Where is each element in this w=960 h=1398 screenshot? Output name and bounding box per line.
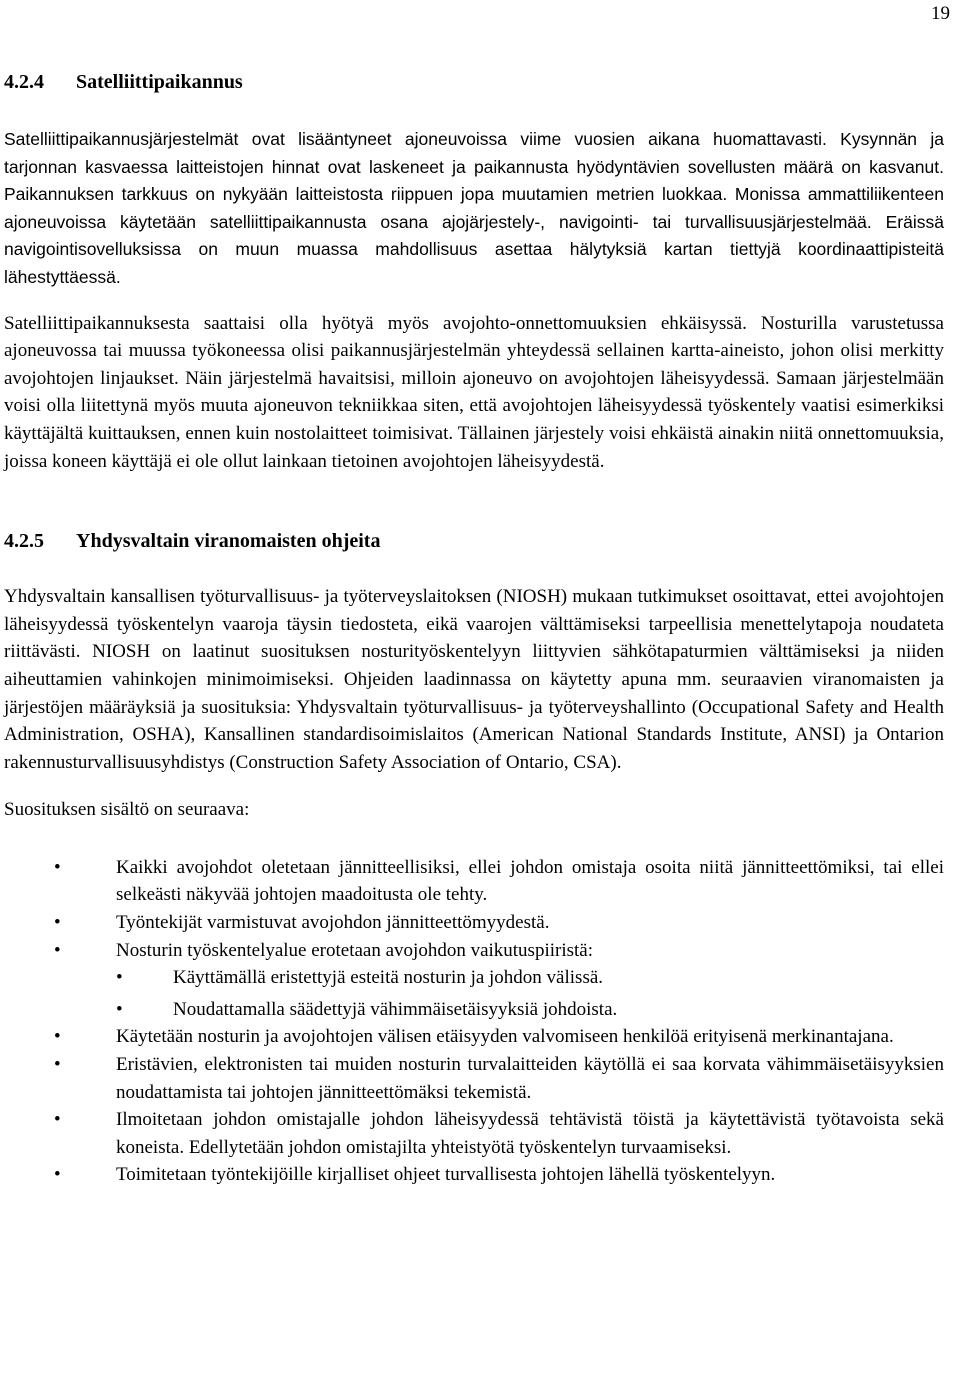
list-item (4, 1106, 944, 1161)
bullet-icon: • (116, 967, 123, 989)
page-number: 19 (931, 3, 950, 24)
bullet-icon: • (54, 1109, 61, 1131)
section-number: 4.2.5 (4, 530, 44, 553)
sub-list-item (116, 964, 944, 992)
recommendation-intro: Suosituksen sisältö on seuraava: (4, 799, 250, 821)
list-item-text: Työntekijät varmistuvat avojohdon jännitteettömyydestä. (116, 912, 550, 934)
bullet-icon: • (116, 998, 123, 1020)
section-number: 4.2.4 (4, 71, 44, 93)
list-item (4, 1161, 944, 1189)
bullet-icon: • (54, 1164, 61, 1186)
sub-list (116, 964, 944, 1023)
sub-list-item-text: Käyttämällä eristettyjä esteitä nosturin ja johdon välissä. (173, 967, 604, 989)
paragraph-satellite-benefits: Satelliittipaikannuksesta saattaisi olla hyötyä myös avojohto-onnettomuuksien ehkäisyssä. Nosturilla varustetussa ajoneuvossa tai muussa työkoneessa olisi paikannusjärjestelmän yhteydessä sellainen kartta-aineisto, johon olisi merkitty avojohtojen linjaukset. Näin järjestelmä havaitsisi, milloin ajoneuvo on avojohtojen läheisyydessä. Samaan järjestelmään voisi olla liitettynä myös muuta ajoneuvon tekniikkaa siten, että avojohtojen läheisyydessä työskentely vaatisi esimerkiksi käyttäjältä kuittauksen, ennen kuin nostolaitteet toimisivat. Tällainen järjestely voisi ehkäistä ainakin niitä onnettomuuksia, joissa koneen käyttäjä ei ole ollut lainkaan tietoinen avojohtojen läheisyydestä. (4, 312, 944, 472)
list-item (4, 1023, 944, 1051)
paragraph-satellite-positioning: Satelliittipaikannusjärjestelmät ovat lisääntyneet ajoneuvoissa viime vuosien aikana huomattavasti. Kysynnän ja tarjonnan kasvaessa laitteistojen hinnat ovat laskeneet ja paikannusta hyödyntävien sovellusten määrä on kasvanut. Paikannuksen tarkkuus on nykyään laitteistosta riippuen jopa muutamien metrien luokkaa. Monissa ammattiliikenteen ajoneuvoissa käytetään satelliittipaikannusta osana ajojärjestely-, navigointi- tai turvallisuusjärjestelmää. Eräissä navigointisovelluksissa on muun muassa mahdollisuus asettaa hälytyksiä kartan tiettyjä koordinaattipisteitä lähestyttäessä. (4, 129, 944, 287)
section-heading-4-2-5 (4, 527, 944, 555)
paragraph-niosh: Yhdysvaltain kansallisen työturvallisuus- ja työterveyslaitoksen (NIOSH) mukaan tutkimukset osoittavat, ettei avojohtojen läheisyydessä työskentelyn vaaroja täysin tiedosteta, eikä vaarojen välttämiseksi tarpeellisia menettelytapoja noudateta riittävästi. NIOSH on laatinut suosituksen nosturityöskentelyyn liittyvien sähkötapaturmien välttämiseksi ja niiden aiheuttamien vahinkojen minimoimiseksi. Ohjeiden laadinnassa on käytetty apuna mm. seuraavien viranomaisten ja järjestöjen määräyksiä ja suosituksia: Yhdysvaltain työturvallisuus- ja työterveyshallinto (Occupational Safety and Health Administration, OSHA), Kansallinen standardisoimislaitos (American National Standards Institute, ANSI) ja Ontarion rakennusturvallisuusyhdistys (Construction Safety Association of Ontario, CSA). (4, 586, 944, 773)
sub-list-item-text: Noudattamalla säädettyjä vähimmäisetäisyyksiä johdoista. (173, 998, 618, 1020)
section-title: Yhdysvaltain viranomaisten ohjeita (76, 530, 381, 553)
bullet-icon: • (54, 856, 61, 878)
list-item (4, 854, 944, 909)
bullet-icon: • (54, 1026, 61, 1048)
list-item-text: Käytetään nosturin ja avojohtojen välisen etäisyyden valvomiseen henkilöä erityisenä merkinantajana. (116, 1026, 894, 1048)
bullet-icon: • (54, 912, 61, 934)
list-item (4, 1051, 944, 1106)
list-item (4, 937, 944, 1024)
list-item-text: Ilmoitetaan johdon omistajalle johdon läheisyydessä tehtävistä töistä ja käytettävistä työtavoista sekä koneista. Edellytetään johdon omistajilta yhteistyötä työskentelyn turvaamiseksi. (116, 1109, 944, 1158)
section-title: Satelliittipaikannus (76, 71, 243, 93)
bullet-icon: • (54, 1054, 61, 1076)
list-item-text: Nosturin työskentelyalue erotetaan avojohdon vaikutuspiiristä: (116, 939, 594, 961)
list-item (4, 909, 944, 937)
page-content (4, 68, 944, 1189)
list-item-text: Kaikki avojohdot oletetaan jännitteellisiksi, ellei johdon omistaja osoita niitä jännitteettömiksi, tai ellei selkeästi näkyvää johtojen maadoitusta ole tehty. (116, 856, 944, 906)
list-item-text: Eristävien, elektronisten tai muiden nosturin turvalaitteiden käytöllä ei saa korvata vähimmäisetäisyyksien noudattamista tai johtojen jännitteettömäksi tekemistä. (116, 1054, 944, 1103)
bullet-icon: • (54, 939, 61, 961)
section-heading-4-2-4 (4, 68, 944, 96)
list-item-text: Toimitetaan työntekijöille kirjalliset ohjeet turvallisesta johtojen lähellä työskentelyyn. (116, 1164, 776, 1186)
sub-list-item (116, 996, 944, 1024)
recommendation-list (4, 854, 944, 1189)
